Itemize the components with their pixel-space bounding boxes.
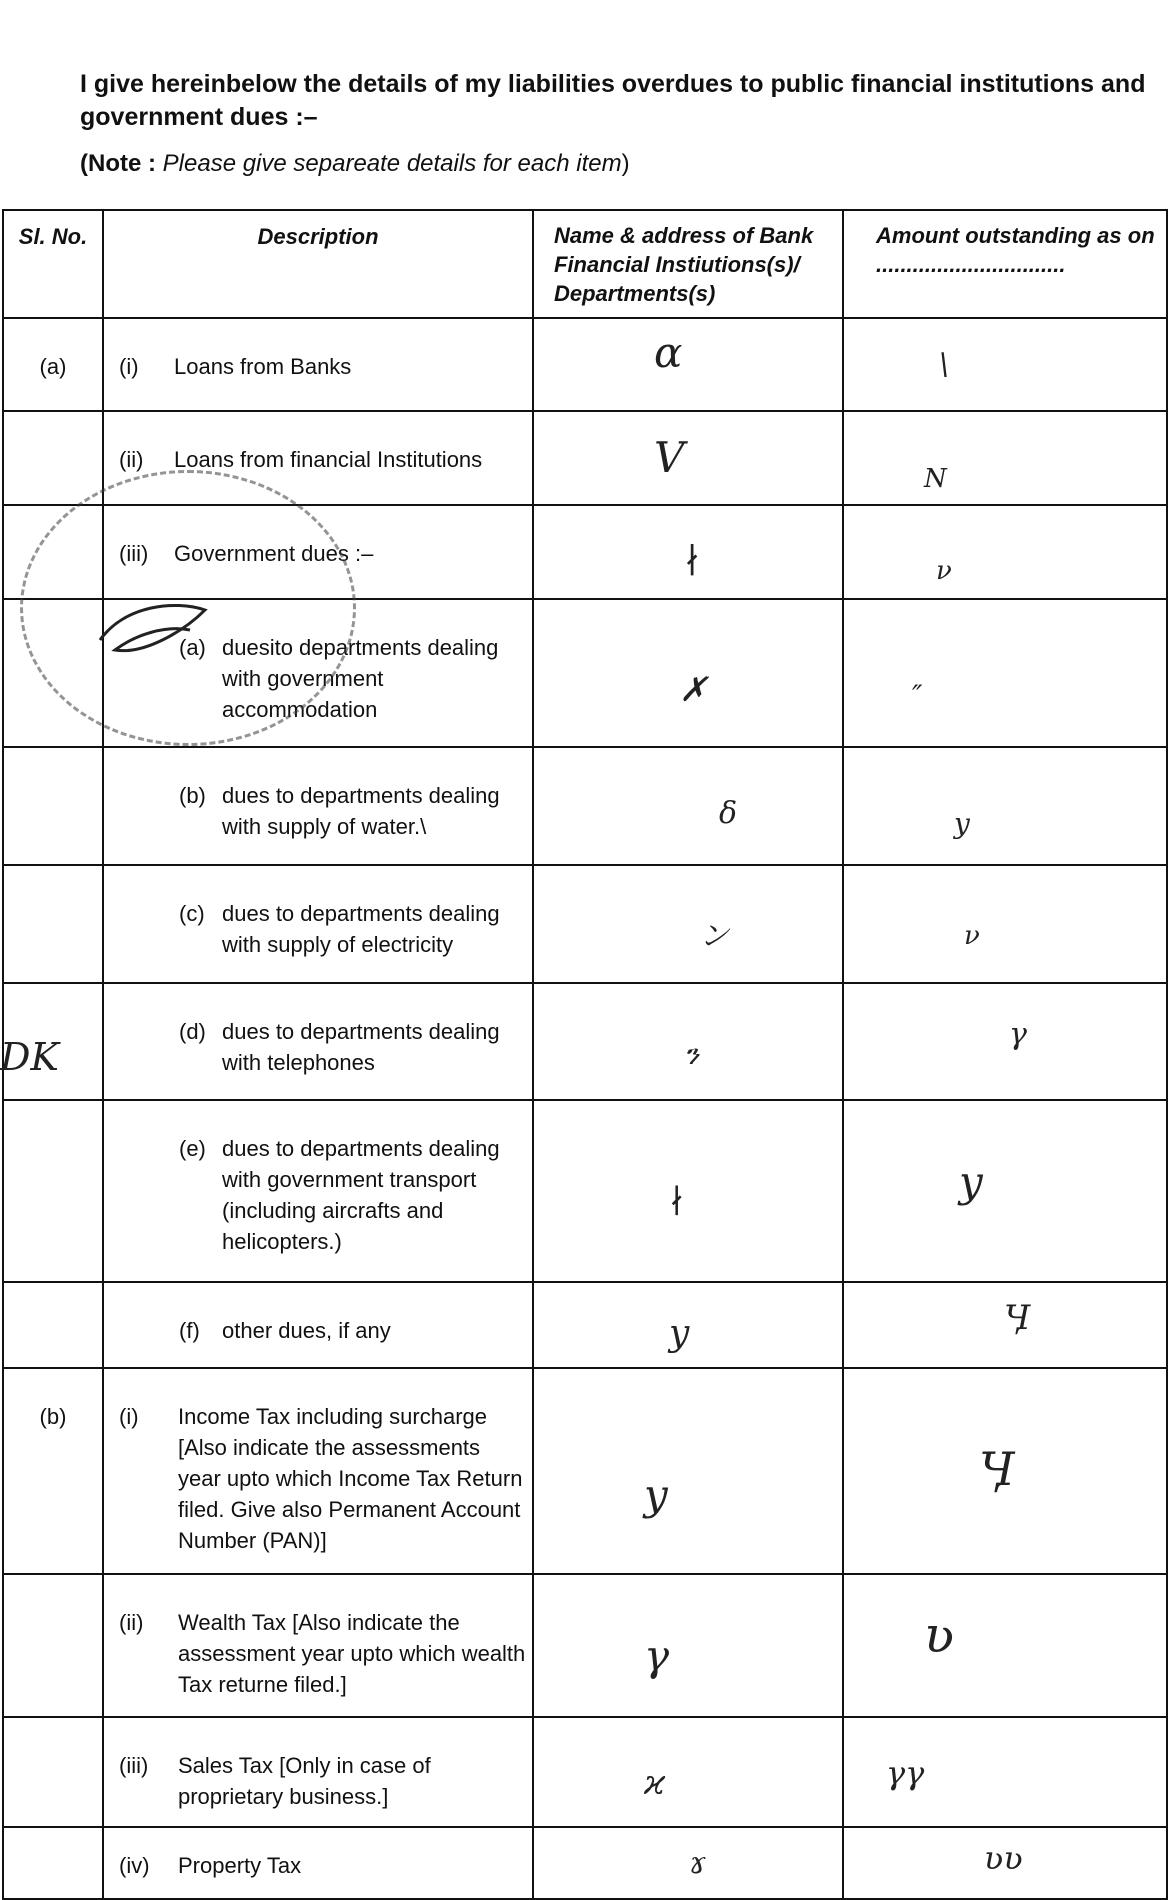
row-description bbox=[103, 983, 533, 1100]
row-description bbox=[103, 747, 533, 865]
item-text: Income Tax including surcharge [Also indicate the assessments year upto which Income Tax Return filed. Give also Permanent Account Number (PAN)] bbox=[178, 1404, 523, 1553]
handwritten-mark: ∤ bbox=[684, 541, 701, 581]
handwritten-mark: ን bbox=[684, 1038, 699, 1071]
item-text: dues to departments dealing with supply of electricity bbox=[222, 901, 500, 957]
handwritten-mark: γ bbox=[644, 1631, 670, 1680]
handwritten-mark: ϰ bbox=[644, 1763, 666, 1803]
item-number: (i) bbox=[119, 1404, 139, 1429]
item-number: (ii) bbox=[119, 1610, 144, 1635]
table-row bbox=[3, 505, 1167, 599]
item-number: (i) bbox=[119, 354, 139, 379]
row-name-cell bbox=[533, 1282, 843, 1368]
item-text: duesito departments dealing with government accommodation bbox=[222, 635, 499, 722]
item-number: (ii) bbox=[119, 447, 144, 472]
header-slno: Sl. No. bbox=[3, 210, 103, 318]
handwritten-mark: ɤ bbox=[689, 1846, 706, 1881]
handwritten-mark: δ bbox=[719, 796, 738, 831]
handwritten-mark: ν bbox=[964, 921, 980, 951]
row-slno bbox=[3, 1100, 103, 1282]
table-row bbox=[3, 1100, 1167, 1282]
row-name-cell bbox=[533, 1827, 843, 1899]
row-description bbox=[103, 318, 533, 411]
row-name-cell bbox=[533, 599, 843, 747]
row-amount-cell bbox=[843, 865, 1167, 983]
handwritten-mark: ″ bbox=[912, 679, 923, 712]
handwritten-mark: Ӌ bbox=[1004, 1298, 1030, 1338]
row-description bbox=[103, 1827, 533, 1899]
row-slno bbox=[3, 1574, 103, 1717]
note-close: ) bbox=[621, 150, 630, 177]
handwritten-mark: γ bbox=[1009, 1017, 1027, 1052]
margin-initials: DK bbox=[0, 1035, 59, 1079]
item-text: other dues, if any bbox=[222, 1318, 391, 1343]
row-description bbox=[103, 411, 533, 505]
item-number: (b) bbox=[179, 783, 206, 808]
row-amount-cell bbox=[843, 1282, 1167, 1368]
handwritten-mark: ン bbox=[699, 919, 729, 954]
row-amount-cell bbox=[843, 747, 1167, 865]
intro-statement: I give hereinbelow the details of my liabilities overdues to public financial institutions and government dues :– bbox=[80, 70, 1146, 131]
row-slno: (b) bbox=[3, 1368, 103, 1574]
table-row bbox=[3, 411, 1167, 505]
row-amount-cell bbox=[843, 1827, 1167, 1899]
row-slno bbox=[3, 1282, 103, 1368]
row-slno bbox=[3, 865, 103, 983]
header-row bbox=[3, 210, 1167, 318]
row-amount-cell bbox=[843, 505, 1167, 599]
table-row bbox=[3, 1574, 1167, 1717]
table-row bbox=[3, 318, 1167, 411]
row-description bbox=[103, 1574, 533, 1717]
item-number: (iv) bbox=[119, 1853, 150, 1878]
row-amount-cell bbox=[843, 983, 1167, 1100]
handwritten-mark: y bbox=[669, 1313, 690, 1354]
row-name-cell bbox=[533, 747, 843, 865]
row-amount-cell bbox=[843, 1100, 1167, 1282]
handwritten-mark: α bbox=[654, 328, 683, 377]
table-row bbox=[3, 1282, 1167, 1368]
item-text: dues to departments dealing with supply of water.\ bbox=[222, 783, 500, 839]
item-number: (a) bbox=[179, 635, 206, 660]
table-row bbox=[3, 1827, 1167, 1899]
row-slno bbox=[3, 1717, 103, 1827]
row-name-cell bbox=[533, 318, 843, 411]
item-text: Government dues :– bbox=[174, 541, 374, 566]
item-text: dues to departments dealing with government transport (including aircrafts and helicopters.) bbox=[222, 1136, 500, 1254]
item-number: (f) bbox=[179, 1318, 200, 1343]
item-number: (iii) bbox=[119, 1753, 149, 1778]
row-description bbox=[103, 1368, 533, 1574]
row-description bbox=[103, 1100, 533, 1282]
row-slno bbox=[3, 411, 103, 505]
row-slno bbox=[3, 983, 103, 1100]
row-amount-cell bbox=[843, 1717, 1167, 1827]
table-row bbox=[3, 865, 1167, 983]
item-text: Wealth Tax [Also indicate the assessment year upto which wealth Tax returne filed.] bbox=[178, 1610, 526, 1697]
row-description bbox=[103, 1282, 533, 1368]
item-number: (iii) bbox=[119, 541, 149, 566]
row-slno bbox=[3, 747, 103, 865]
handwritten-mark: V bbox=[654, 433, 685, 482]
item-text: Loans from Banks bbox=[174, 354, 352, 379]
handwritten-mark: ʋ bbox=[924, 1606, 955, 1664]
table-row bbox=[3, 1717, 1167, 1827]
item-number: (c) bbox=[179, 901, 205, 926]
note-text: Please give separeate details for each item bbox=[162, 150, 622, 177]
row-name-cell bbox=[533, 1574, 843, 1717]
handwritten-mark: y bbox=[959, 1157, 983, 1206]
row-slno bbox=[3, 599, 103, 747]
row-name-cell bbox=[533, 1100, 843, 1282]
handwritten-mark: Ӌ bbox=[979, 1442, 1014, 1496]
handwritten-mark: N bbox=[924, 464, 947, 494]
item-text: Loans from financial Institutions bbox=[174, 447, 483, 472]
row-amount-cell bbox=[843, 318, 1167, 411]
item-number: (d) bbox=[179, 1019, 206, 1044]
handwritten-mark: y bbox=[954, 807, 970, 840]
handwritten-mark: ʋʋ bbox=[984, 1839, 1023, 1877]
handwritten-mark: γγ bbox=[886, 1754, 925, 1792]
item-text: Property Tax bbox=[178, 1853, 302, 1878]
table-row bbox=[3, 599, 1167, 747]
item-text: dues to departments dealing with telephones bbox=[222, 1019, 500, 1075]
handwritten-mark: ∤ bbox=[669, 1182, 685, 1220]
table-row bbox=[3, 1368, 1167, 1574]
note-line bbox=[80, 150, 630, 178]
row-amount-cell bbox=[843, 411, 1167, 505]
handwritten-mark: ν bbox=[936, 556, 952, 586]
row-description bbox=[103, 865, 533, 983]
table-row bbox=[3, 747, 1167, 865]
item-text: Sales Tax [Only in case of proprietary business.] bbox=[178, 1753, 431, 1809]
row-name-cell bbox=[533, 505, 843, 599]
handwritten-mark: y bbox=[644, 1470, 668, 1519]
row-slno: (a) bbox=[3, 318, 103, 411]
header-description: Description bbox=[103, 210, 533, 318]
row-name-cell bbox=[533, 411, 843, 505]
header-amount: Amount outstanding as on ............................... bbox=[843, 210, 1167, 318]
handwritten-mark: ✗ bbox=[679, 670, 708, 710]
row-name-cell bbox=[533, 983, 843, 1100]
row-name-cell bbox=[533, 865, 843, 983]
row-description bbox=[103, 599, 533, 747]
note-label: (Note : bbox=[80, 150, 156, 177]
row-slno bbox=[3, 505, 103, 599]
handwritten-mark: \ bbox=[939, 347, 950, 382]
row-description bbox=[103, 505, 533, 599]
table-row bbox=[3, 983, 1167, 1100]
header-name-address: Name & address of Bank Financial Instiutions(s)/ Departments(s) bbox=[533, 210, 843, 318]
row-description bbox=[103, 1717, 533, 1827]
row-slno bbox=[3, 1827, 103, 1899]
item-number: (e) bbox=[179, 1136, 206, 1161]
row-amount-cell bbox=[843, 1574, 1167, 1717]
row-amount-cell bbox=[843, 599, 1167, 747]
row-amount-cell bbox=[843, 1368, 1167, 1574]
row-name-cell bbox=[533, 1368, 843, 1574]
row-name-cell bbox=[533, 1717, 843, 1827]
liabilities-table bbox=[2, 209, 1168, 1900]
